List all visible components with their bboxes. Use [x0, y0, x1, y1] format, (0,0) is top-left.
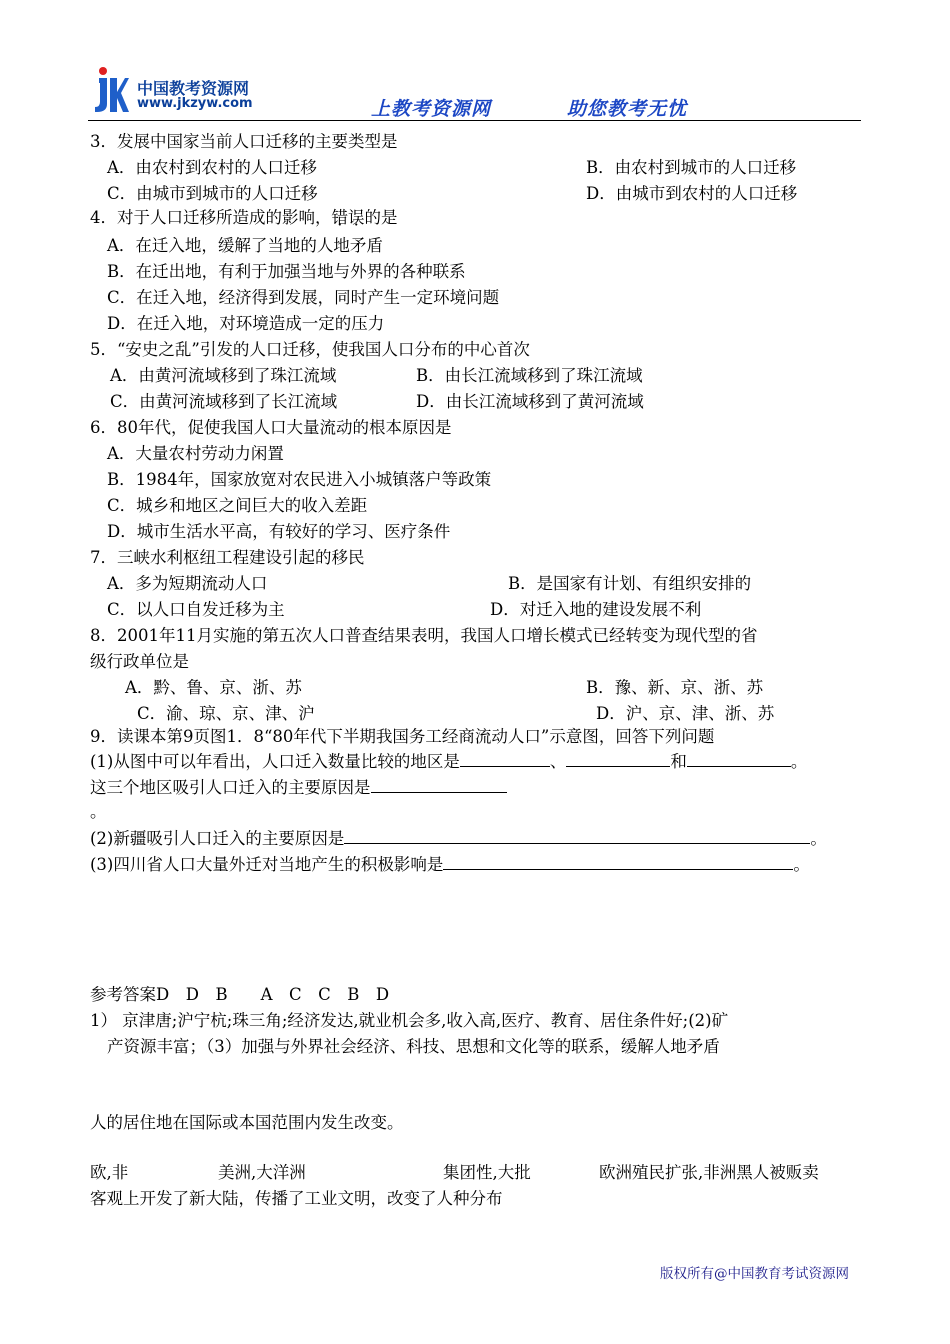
answer-key-title: 参考答案: [90, 985, 156, 1004]
q6-option-b: B．1984年，国家放宽对农民进入小城镇落户等政策: [107, 470, 492, 489]
q4-stem-pre: 4．对于人口迁移所造成的影响，: [90, 208, 332, 227]
answer-blank-3[interactable]: [687, 750, 791, 767]
q5-option-d: D．由长江流域移到了黄河流域: [416, 392, 644, 411]
q3-option-c: C．由城市到城市的人口迁移: [107, 184, 318, 203]
answer-blank-2[interactable]: [566, 750, 670, 767]
q8-option-d: D．沪、京、津、浙、苏: [596, 704, 775, 723]
q3-option-d: D．由城市到农村的人口迁移: [586, 184, 798, 203]
q7-stem: 7．三峡水利枢纽工程建设引起的移民: [90, 548, 365, 567]
q7-option-d: D．对迁入地的建设发展不利: [490, 600, 702, 619]
answer-line-1: 1） 京津唐;沪宁杭;珠三角;经济发达,就业机会多,收入高,医疗、教育、居住条件好;(2)矿: [90, 1011, 729, 1030]
q9-part1: [90, 750, 807, 772]
q9-part1b: [90, 776, 507, 798]
note-col-3: 集团性,大批: [443, 1163, 531, 1182]
q9-part3: [90, 853, 810, 875]
q5-stem: 5．“安史之乱”引发的人口迁移，使我国人口分布的中心首次: [90, 340, 530, 359]
q4-option-c: C．在迁入地，经济得到发展，同时产生一定环境问题: [107, 288, 500, 307]
q5-option-a: A．由黄河流域移到了珠江流域: [110, 366, 337, 385]
q3-stem: 3．发展中国家当前人口迁移的主要类型是: [90, 132, 398, 151]
part1-period: 。: [790, 752, 808, 771]
q3-option-b: B．由农村到城市的人口迁移: [586, 158, 797, 177]
q4-option-a: A．在迁入地，缓解了当地的人地矛盾: [107, 236, 383, 255]
q4-stem: [90, 208, 398, 228]
separator-1: 、: [549, 752, 567, 771]
q6-option-d: D．城市生活水平高，有较好的学习、医疗条件: [107, 522, 451, 541]
q7-option-b: B．是国家有计划、有组织安排的: [508, 574, 752, 593]
slogan-left: 上教考资源网: [371, 98, 492, 120]
logo-name: 中国教考资源网: [137, 79, 250, 98]
q3-option-a: A．由农村到农村的人口迁移: [107, 158, 317, 177]
copyright-footer: 版权所有@中国教育考试资源网: [660, 1266, 849, 1282]
q6-option-c: C．城乡和地区之间巨大的收入差距: [107, 496, 368, 515]
answer-blank-1[interactable]: [460, 750, 550, 767]
q8-stem-line2: 级行政单位是: [90, 652, 189, 671]
q5-option-c: C．由黄河流域移到了长江流域: [110, 392, 338, 411]
q9-part1b-text: 这三个地区吸引人口迁入的主要原因是: [90, 778, 371, 797]
q4-stem-post: 的是: [364, 208, 398, 227]
note-line-3: 客观上开发了新大陆，传播了工业文明，改变了人种分布: [90, 1189, 503, 1208]
answer-key: [90, 985, 389, 1005]
answer-key-letters: D D B A C C B D: [156, 985, 390, 1004]
q6-option-a: A．大量农村劳动力闲置: [107, 444, 284, 463]
q6-stem: 6．80年代，促使我国人口大量流动的根本原因是: [90, 418, 452, 437]
q9-part3-text: (3)四川省人口大量外迁对当地产生的积极影响是: [90, 855, 444, 874]
q9-stem: 9．读课本第9页图1．8“80年代下半期我国务工经商流动人口”示意图，回答下列问题: [90, 727, 715, 746]
q4-emphasis-char-1: 错: [331, 208, 348, 227]
q9-part2: [90, 827, 827, 849]
note-line-1: 人的居住地在国际或本国范围内发生改变。: [90, 1113, 404, 1132]
header-rule: [88, 120, 861, 121]
part2-period: 。: [810, 829, 827, 848]
part3-period: 。: [793, 855, 810, 874]
answer-blank-5[interactable]: [344, 827, 810, 844]
note-col-2: 美洲,大洋洲: [218, 1163, 306, 1182]
note-col-1: 欧,非: [90, 1163, 129, 1182]
q8-option-b: B．豫、新、京、浙、苏: [586, 678, 764, 697]
logo-url[interactable]: www.jkzyw.com: [137, 96, 253, 111]
q8-stem-line1: 8．2001年11月实施的第五次人口普查结果表明，我国人口增长模式已经转变为现代型的省: [90, 626, 758, 645]
q7-option-a: A．多为短期流动人口: [107, 574, 268, 593]
q4-option-b: B．在迁出地，有利于加强当地与外界的各种联系: [107, 262, 466, 281]
slogan-right: 助您教考无忧: [567, 98, 688, 120]
note-col-4: 欧洲殖民扩张,非洲黑人被贩卖: [599, 1163, 819, 1182]
separator-2: 和: [670, 752, 687, 771]
q8-option-c: C．渝、琼、京、津、沪: [137, 704, 315, 723]
q5-option-b: B．由长江流域移到了珠江流域: [416, 366, 643, 385]
answer-blank-6[interactable]: [443, 853, 793, 870]
q4-option-d: D．在迁入地，对环境造成一定的压力: [107, 314, 385, 333]
jk-logo: [93, 66, 129, 114]
q4-emphasis-char-2: 误: [348, 208, 365, 227]
q7-option-c: C．以人口自发迁移为主: [107, 600, 285, 619]
q9-part1c: 。: [90, 802, 107, 821]
q9-part1-text: (1)从图中可以年看出，人口迁入数量比较的地区是: [90, 752, 460, 771]
answer-blank-4[interactable]: [371, 776, 507, 793]
answer-line-2: 产资源丰富；（3）加强与外界社会经济、科技、思想和文化等的联系，缓解人地矛盾: [107, 1037, 720, 1056]
q8-option-a: A．黔、鲁、京、浙、苏: [125, 678, 302, 697]
q9-part2-text: (2)新疆吸引人口迁入的主要原因是: [90, 829, 345, 848]
